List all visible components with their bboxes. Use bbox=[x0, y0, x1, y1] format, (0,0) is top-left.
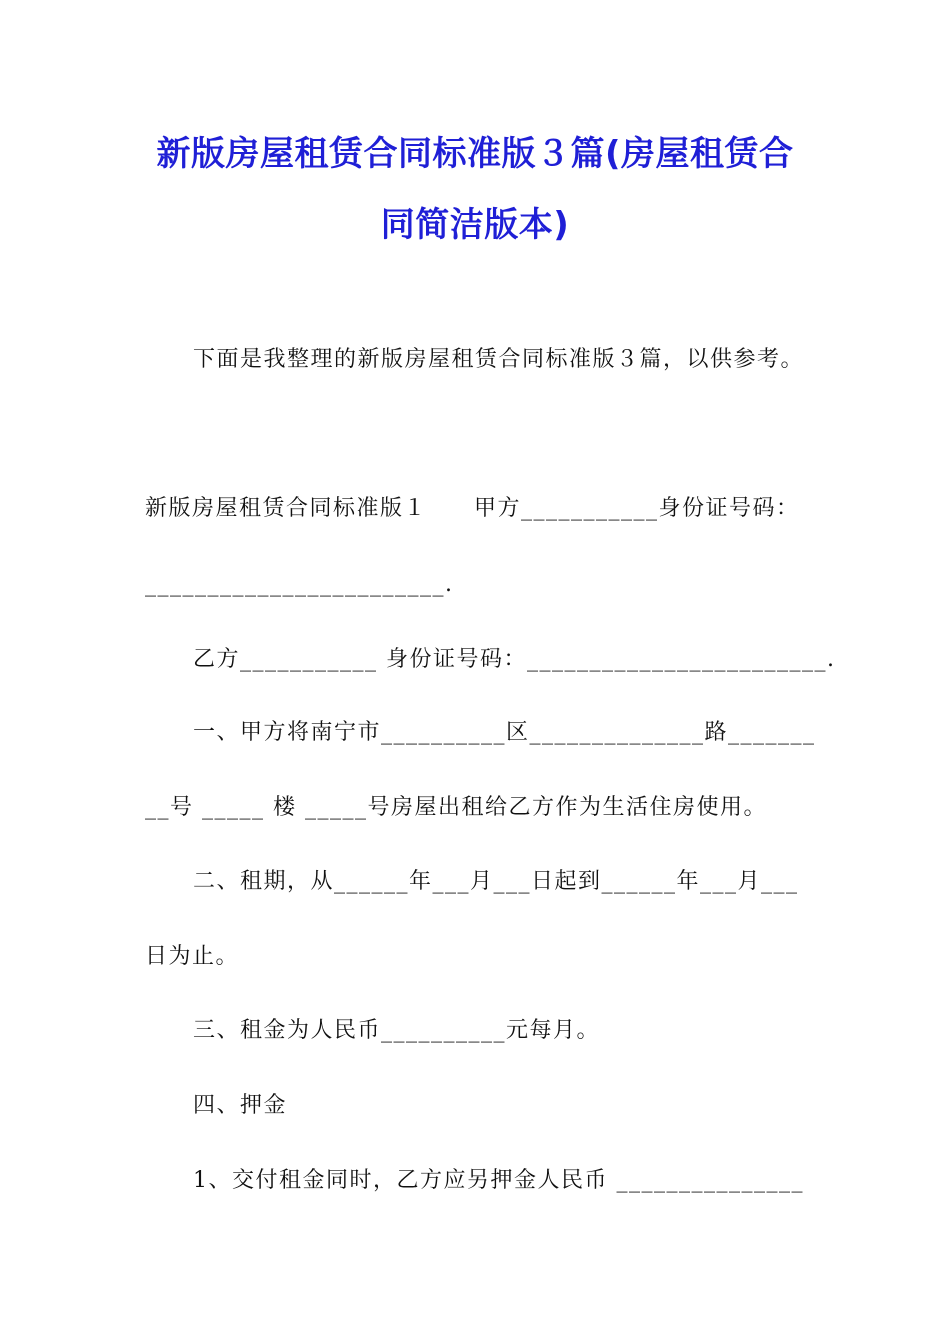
clause-2-line-2: 日为止。 bbox=[145, 944, 240, 969]
clause-4-heading: 四、押金 bbox=[193, 1093, 288, 1118]
clause-2-line-1: 二、租期，从______年___月___日起到______年___月___ bbox=[193, 869, 799, 894]
clause-3: 三、租金为人民币__________元每月。 bbox=[193, 1018, 601, 1043]
intro-paragraph: 下面是我整理的新版房屋租赁合同标准版３篇，以供参考。 bbox=[193, 347, 805, 372]
party-b-line: 乙方___________ 身份证号码：________________________. bbox=[193, 647, 836, 672]
clause-1-line-1: 一、甲方将南宁市__________区______________路_______ bbox=[193, 720, 816, 745]
document-title-line-1: 新版房屋租赁合同标准版３篇(房屋租赁合 bbox=[156, 134, 794, 174]
contract-heading-party-a: 新版房屋租赁合同标准版１ 甲方___________身份证号码： bbox=[145, 496, 800, 521]
clause-1-line-2: __号 _____ 楼 _____号房屋出租给乙方作为生活住房使用。 bbox=[145, 795, 767, 820]
party-a-id-blank: ________________________. bbox=[145, 572, 454, 597]
clause-4-item-1: 1、交付租金同时，乙方应另押金人民币 _______________ bbox=[193, 1168, 804, 1193]
document-title-line-2: 同简洁版本) bbox=[380, 205, 570, 245]
